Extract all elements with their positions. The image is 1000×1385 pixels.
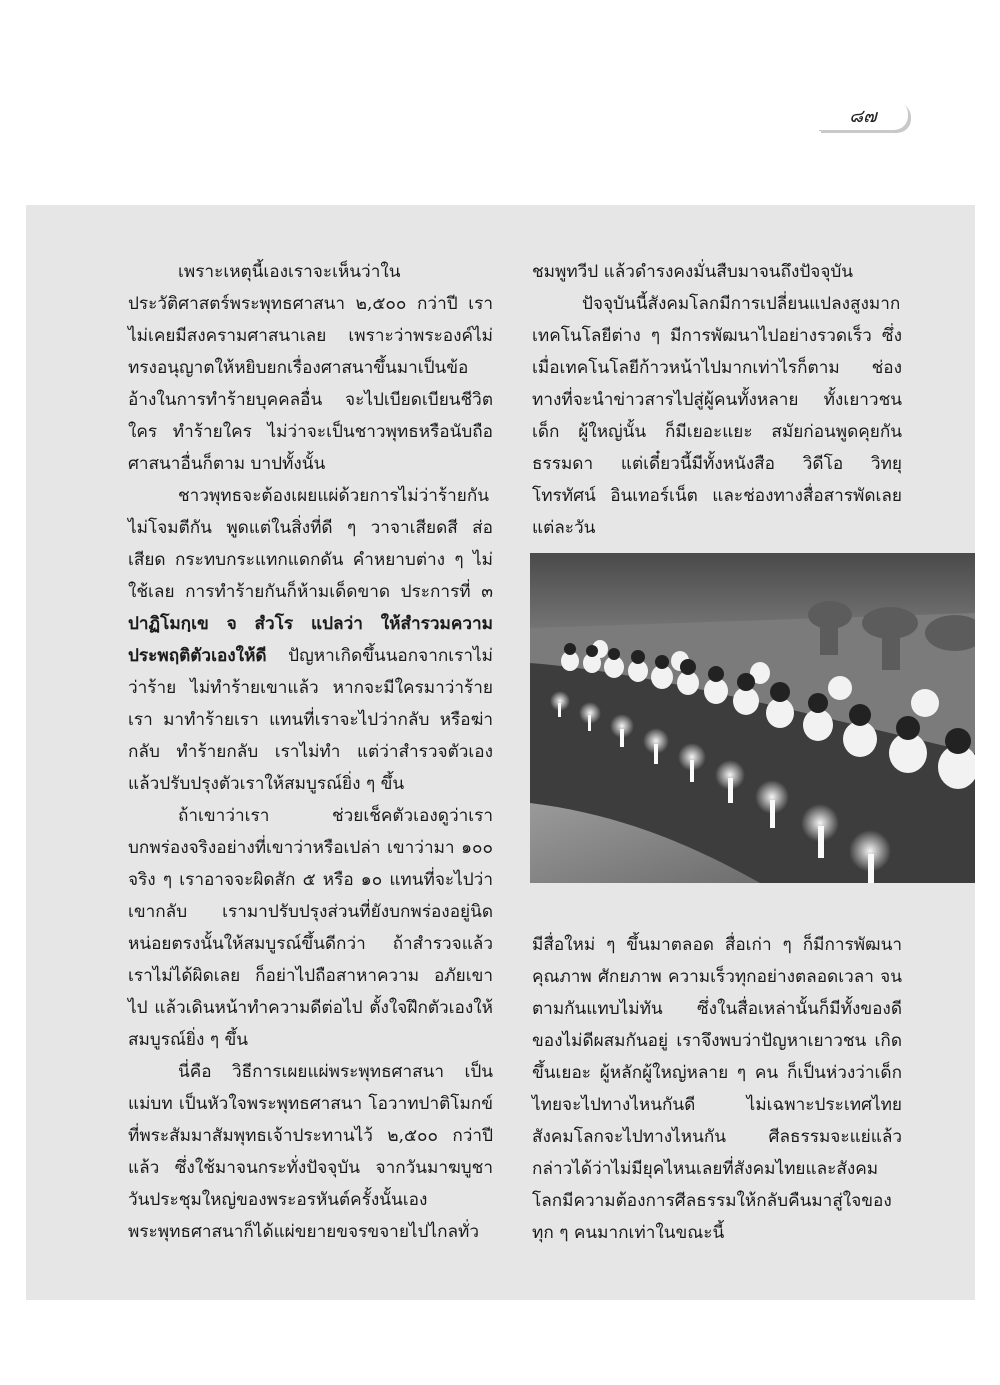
left-column [128, 256, 493, 1248]
left-paragraph-2: ชาวพุทธจะต้องเผยแผ่ด้วยการไม่ว่าร้ายกัน ไม่โจมตีกัน พูดแต่ในสิ่งที่ดี ๆ วาจาเสียดสี ส่อเสียด กระทบกระแทกแดกดัน คำหยาบต่าง ๆ ไม่ใช้เลย การทำร้ายกันก็ห้ามเด็ดขาด ประการที่ ๓ ปาฏิโมกฺเข จ สํวโร แปลว่า ให้สำรวมความประพฤติตัวเองให้ดี ปัญหาเกิดขึ้นนอกจากเราไม่ว่าร้าย ไม่ทำร้ายเขาแล้ว หากจะมีใครมาว่าร้ายเรา มาทำร้ายเรา แทนที่เราจะไปว่ากลับ หรือฆ่ากลับ ทำร้ายกลับ เราไม่ทำ แต่ว่าสำรวจตัวเอง แล้วปรับปรุงตัวเราให้สมบูรณ์ยิ่ง ๆ ขึ้น [128, 486, 493, 794]
right-paragraph-1: ชมพูทวีป แล้วดำรงคงมั่นสืบมาจนถึงปัจจุบัน [532, 262, 854, 282]
page-number: ๘๗ [818, 100, 908, 130]
photo-image [530, 553, 975, 883]
bold-phrase: ปาฏิโมกฺเข จ สํวโร แปลว่า ให้สำรวมความประพฤติตัวเองให้ดี [128, 614, 493, 666]
right-paragraph-2: ปัจจุบันนี้สังคมโลกมีการเปลี่ยนแปลงสูงมาก เทคโนโลยีต่าง ๆ มีการพัฒนาไปอย่างรวดเร็ว ซึ่ง เมื่อเทคโนโลยีก้าวหน้าไปมากเท่าไรก็ตาม ช่องทางที่จะนำข่าวสารไปสู่ผู้คนทั้งหลาย ทั้งเยาวชน เด็ก ผู้ใหญ่นั้น ก็มีเยอะแยะ สมัยก่อนพูดคุยกันธรรมดา แต่เดี๋ยวนี้มีทั้งหนังสือ วิดีโอ วิทยุ โทรทัศน์ อินเทอร์เน็ต และช่องทางสื่อสารพัดเลย แต่ละวัน [532, 294, 902, 538]
left-paragraph-3: ถ้าเขาว่าเรา ช่วยเช็คตัวเองดูว่าเราบกพร่องจริงอย่างที่เขาว่าหรือเปล่า เขาว่ามา ๑๐๐ จริง ๆ เราอาจจะผิดสัก ๕ หรือ ๑๐ แทนที่จะไปว่าเขากลับ เรามาปรับปรุงส่วนที่ยังบกพร่องอยู่นิดหน่อยตรงนั้นให้สมบูรณ์ขึ้นดีกว่า ถ้าสำรวจแล้วเราไม่ได้ผิดเลย ก็อย่าไปถือสาหาความ อภัยเขาไป แล้วเดินหน้าทำความดีต่อไป ตั้งใจฝึกตัวเองให้สมบูรณ์ยิ่ง ๆ ขึ้น [128, 806, 493, 1050]
left-paragraph-1: เพราะเหตุนี้เองเราจะเห็นว่าในประวัติศาสตร์พระพุทธศาสนา ๒,๕๐๐ กว่าปี เราไม่เคยมีสงครามศาสนาเลย เพราะว่าพระองค์ไม่ทรงอนุญาตให้หยิบยกเรื่องศาสนาขึ้นมาเป็นข้ออ้างในการทำร้ายบุคคลอื่น จะไปเบียดเบียนชีวิตใคร ทำร้ายใคร ไม่ว่าจะเป็นชาวพุทธหรือนับถือศาสนาอื่นก็ตาม บาปทั้งนั้น [128, 262, 493, 474]
right-column-top [532, 256, 902, 544]
right-paragraph-3: มีสื่อใหม่ ๆ ขึ้นมาตลอด สื่อเก่า ๆ ก็มีการพัฒนาคุณภาพ ศักยภาพ ความเร็วทุกอย่างตลอดเวลา จนตามกันแทบไม่ทัน ซึ่งในสื่อเหล่านั้นก็มีทั้งของดี ของไม่ดีผสมกันอยู่ เราจึงพบว่าปัญหาเยาวชน เกิดขึ้นเยอะ ผู้หลักผู้ใหญ่หลาย ๆ คน ก็เป็นห่วงว่าเด็กไทยจะไปทางไหนกันดี ไม่เฉพาะประเทศไทย สังคมโลกจะไปทางไหนกัน ศีลธรรมจะแย่แล้ว กล่าวได้ว่าไม่มียุคไหนเลยที่สังคมไทยและสังคมโลกมีความต้องการศีลธรรมให้กลับคืนมาสู่ใจของทุก ๆ คนมากเท่าในขณะนี้ [532, 935, 902, 1243]
candle-meditation-photo [530, 553, 975, 883]
left-paragraph-4: นี่คือ วิธีการเผยแผ่พระพุทธศาสนา เป็นแม่บท เป็นหัวใจพระพุทธศาสนา โอวาทปาติโมกข์ที่พระสัมมาสัมพุทธเจ้าประทานไว้ ๒,๕๐๐ กว่าปีแล้ว ซึ่งใช้มาจนกระทั่งปัจจุบัน จากวันมาฆบูชา วันประชุมใหญ่ของพระอรหันต์ครั้งนั้นเอง พระพุทธศาสนาก็ได้แผ่ขยายขจรขจายไปไกลทั่ว [128, 1062, 493, 1242]
right-column-bottom [532, 929, 902, 1249]
